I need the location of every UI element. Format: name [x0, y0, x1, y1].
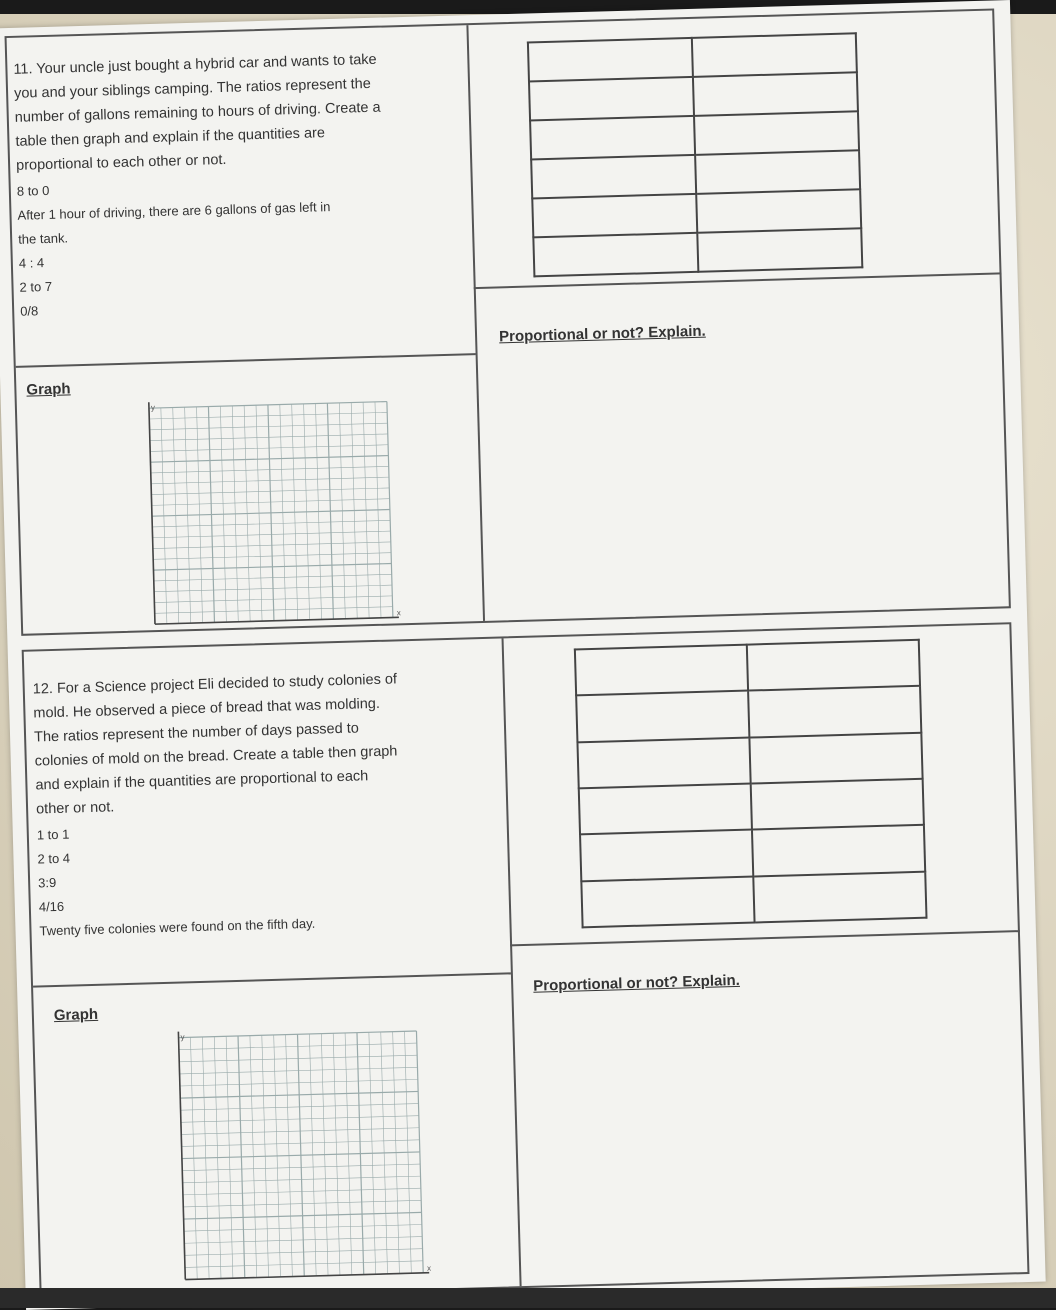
y-axis-label: y: [180, 1032, 185, 1042]
problem-11-line: proportional to each other or not.: [15, 151, 227, 174]
problem-11-line: you and your siblings camping. The ratios represent the: [13, 75, 372, 102]
problem-11-explain-label: Proportional or not? Explain.: [498, 322, 706, 346]
x-axis: [155, 617, 399, 624]
problem-11-line: table then graph and explain if the quantities are: [15, 125, 326, 150]
problem-12-divider-horizontal: [510, 930, 1020, 946]
table-row: [533, 228, 862, 276]
problem-11-line: number of gallons remaining to hours of driving. Create a: [14, 99, 381, 126]
problem-12-line: colonies of mold on the bread. Create a table then graph: [34, 743, 398, 770]
table-cell[interactable]: [532, 194, 697, 238]
table-cell[interactable]: [747, 640, 920, 691]
ratio-item: 1 to 1: [36, 826, 70, 843]
ratio-item: 3:9: [37, 874, 57, 891]
table-cell[interactable]: [751, 779, 924, 830]
problem-12-divider-vertical: [502, 638, 522, 1286]
x-axis-label: x: [426, 1263, 432, 1273]
table-cell[interactable]: [692, 33, 857, 77]
table-cell[interactable]: [575, 645, 748, 696]
problem-12-line: other or not.: [35, 799, 115, 818]
table-cell[interactable]: [581, 876, 754, 927]
problem-12-graph-label: Graph: [53, 1005, 99, 1025]
problem-11-ratios: [17, 167, 471, 324]
problem-12-ratios: [37, 810, 506, 943]
x-axis-label: x: [396, 608, 401, 618]
problem-12-explain-label: Proportional or not? Explain.: [533, 971, 741, 995]
problem-12-graph-grid: [164, 1021, 433, 1290]
table-cell[interactable]: [748, 686, 921, 737]
problem-11-section: [5, 8, 1011, 635]
table-cell[interactable]: [752, 825, 925, 876]
table-cell[interactable]: [753, 871, 926, 922]
table-cell[interactable]: [529, 77, 694, 121]
table-cell[interactable]: [580, 830, 753, 881]
table-cell[interactable]: [697, 228, 862, 272]
table-cell[interactable]: [579, 784, 752, 835]
ratio-item: the tank.: [17, 230, 69, 247]
problem-12-line: The ratios represent the number of days passed to: [33, 720, 360, 746]
table-cell[interactable]: [528, 38, 693, 82]
table-cell[interactable]: [749, 732, 922, 783]
problem-12-table: [574, 639, 928, 929]
table-cell[interactable]: [533, 233, 698, 277]
problem-11-line: 11. Your uncle just bought a hybrid car and wants to take: [13, 51, 377, 78]
table-cell[interactable]: [695, 150, 860, 194]
ratio-item: 4/16: [38, 898, 65, 915]
problem-12-line: 12. For a Science project Eli decided to study colonies of: [32, 671, 398, 698]
problem-11-table: [527, 32, 863, 277]
table-cell[interactable]: [696, 189, 861, 233]
ratio-item: 2 to 7: [19, 278, 53, 295]
table-cell[interactable]: [694, 111, 859, 155]
y-axis: [149, 402, 155, 624]
problem-12-line: mold. He observed a piece of bread that was molding.: [33, 695, 381, 722]
ratio-item: 4 : 4: [18, 255, 45, 271]
problem-12-text: [32, 665, 505, 944]
table-cell[interactable]: [693, 72, 858, 116]
problem-11-graph-grid: [135, 391, 403, 634]
problem-11-text: [13, 45, 470, 323]
ratio-item: 8 to 0: [16, 182, 50, 199]
problem-12-section: [22, 622, 1030, 1301]
table-cell[interactable]: [576, 691, 749, 742]
x-axis: [185, 1273, 429, 1280]
table-cell[interactable]: [577, 737, 750, 788]
problem-12-line: and explain if the quantities are proportional to each: [35, 768, 369, 794]
table-row: [581, 871, 926, 927]
y-axis-label: y: [150, 403, 156, 413]
table-cell[interactable]: [531, 155, 696, 199]
problem-11-divider-horizontal-left: [16, 353, 476, 368]
y-axis: [178, 1032, 185, 1280]
problem-11-graph-label: Graph: [26, 380, 71, 399]
problem-12-divider-horizontal-left: [33, 972, 511, 987]
ratio-item: 2 to 4: [37, 850, 71, 867]
ratio-item: 0/8: [19, 303, 39, 319]
problem-11-divider-vertical: [466, 25, 485, 621]
bottom-edge-shadow: [0, 1288, 1056, 1308]
ratio-item: After 1 hour of driving, there are 6 gallons of gas left in: [17, 199, 331, 223]
table-cell[interactable]: [530, 116, 695, 160]
ratio-item: Twenty five colonies were found on the fifth day.: [39, 915, 316, 939]
